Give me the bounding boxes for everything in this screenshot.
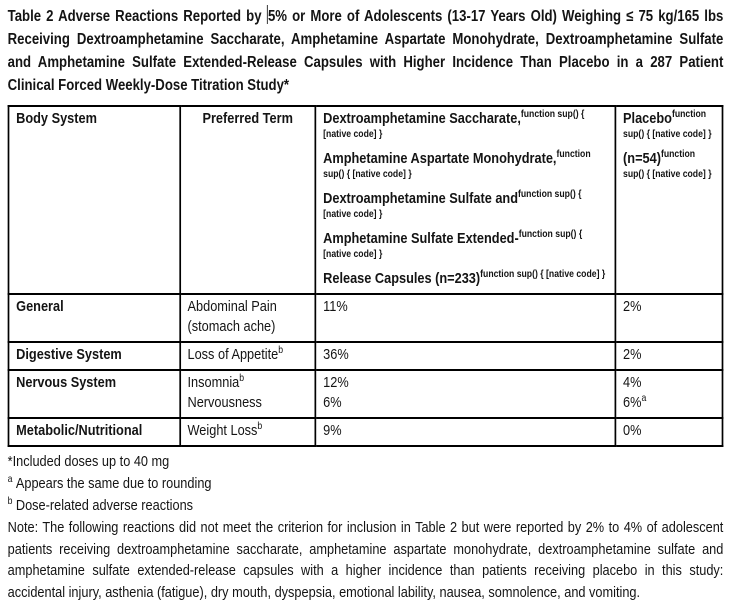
cell-preferred-term xyxy=(180,418,316,446)
footnote-reference: function sup() { [native code] } xyxy=(623,109,712,140)
footnote-reference: function sup() { [native code] } xyxy=(323,149,591,180)
note-paragraph: Note: The following reactions did not meet the criterion for inclusion in Table 2 but were reported by 2% to 4% of adolescent patients receiving dextroamphetamine saccharate, amphetamine aspartate monohydrate, dextroamphetamine sulfate and amphetamine sulfate extended-release capsules with a higher incidence than patients receiving placebo in this study: accidental injury, asthenia (fatigue), dry mouth, dyspepsia, emotional lability, nausea, somnolence, and vomiting. xyxy=(7,519,724,601)
placebo-value-line: 6%$^a$ xyxy=(623,393,647,411)
cell-body-system: General xyxy=(9,294,180,342)
cell-preferred-term xyxy=(180,370,316,418)
table-row xyxy=(9,294,723,342)
placebo-header-line: Placebo$^{function sup() \{ [native code] \}}$ xyxy=(623,109,712,140)
preferred-term-line: Weight Loss$^b$ xyxy=(187,421,263,439)
footnote-reference: function sup() { [native code] } xyxy=(323,109,585,140)
drug-value-line: 9% xyxy=(323,422,342,439)
cell-placebo-value xyxy=(615,418,722,446)
footnote-marker: a xyxy=(7,474,13,485)
drug-header-line: Amphetamine Sulfate Extended-$^{function sup() \{ [native code] \}}$ xyxy=(323,229,583,260)
footnote-text: Dose-related adverse reactions xyxy=(15,497,194,514)
drug-header-line: Release Capsules (n=233)$^{function sup() \{ [native code] \}}$ xyxy=(323,269,606,287)
cell-drug-value xyxy=(316,418,616,446)
col-header-drug-group xyxy=(316,106,616,294)
drug-value-line: 36% xyxy=(323,346,349,363)
footnote-text: Included doses up to 40 mg xyxy=(12,453,170,470)
preferred-term-line: Abdominal Pain xyxy=(187,298,277,315)
title-text-before-cursor: Table 2 Adverse Reactions Reported by xyxy=(7,8,267,25)
cell-placebo-value xyxy=(615,342,722,370)
cell-preferred-term xyxy=(180,294,316,342)
preferred-term-line: Nervousness xyxy=(187,394,262,411)
cell-placebo-value xyxy=(615,370,722,418)
footnote xyxy=(8,451,724,473)
adverse-reactions-table xyxy=(8,105,724,447)
footnote-reference: b xyxy=(239,373,245,384)
cell-preferred-term xyxy=(180,342,316,370)
cell-placebo-value xyxy=(615,294,722,342)
cell-drug-value xyxy=(316,342,616,370)
cell-body-system: Nervous System xyxy=(9,370,180,418)
col-header-body-system: Body System xyxy=(9,106,180,294)
drug-value-line: 12% xyxy=(323,374,349,391)
table-title xyxy=(8,5,724,97)
footnote-marker: * xyxy=(7,453,13,470)
preferred-term-line: Loss of Appetite$^b$ xyxy=(187,345,284,363)
placebo-value-line: 4% xyxy=(623,374,642,391)
footnote-marker: b xyxy=(7,496,13,507)
placebo-value-line: 2% xyxy=(623,298,642,315)
footnote-reference: b xyxy=(257,421,263,432)
cell-drug-value xyxy=(316,370,616,418)
table-row xyxy=(9,370,723,418)
drug-value-line: 11% xyxy=(323,298,348,315)
footnote-reference: function sup() { [native code] } xyxy=(323,229,583,260)
drug-header-line: Dextroamphetamine Saccharate,$^{function sup() \{ [native code] \}}$ xyxy=(323,109,585,140)
footnote-reference: function sup() { [native code] } xyxy=(323,189,582,220)
table-row xyxy=(9,418,723,446)
footnote-reference: a xyxy=(641,393,647,404)
header-row xyxy=(9,106,723,294)
footnote-reference: function sup() { [native code] } xyxy=(480,269,606,280)
footnote-reference: function sup() { [native code] } xyxy=(623,149,712,180)
title-text-after-cursor: 5% or More of Adolescents (13-17 Years Old) Weighing ≤ 75 kg/165 lbs Receiving Dextroamphetamine Saccharate, Amphetamine Aspartate Monohydrate, Dextroamphetamine Sulfate and Amphetamine Sulfate Extended-Release Capsules with Higher Incidence Than Placebo in a 287 Patient Clinical Forced Weekly-Dose Titration Study* xyxy=(7,8,724,94)
col-header-placebo xyxy=(615,106,722,294)
col-header-preferred-term: Preferred Term xyxy=(180,106,316,294)
footnote-text: Appears the same due to rounding xyxy=(15,475,212,492)
preferred-term-line: Insomnia$^b$ xyxy=(187,373,245,391)
drug-header-line: Dextroamphetamine Sulfate and$^{function sup() \{ [native code] \}}$ xyxy=(323,189,582,220)
drug-header-line: Amphetamine Aspartate Monohydrate,$^{function sup() \{ [native code] \}}$ xyxy=(323,149,591,180)
cell-body-system: Metabolic/Nutritional xyxy=(9,418,180,446)
footnote xyxy=(8,473,724,495)
placebo-value-line: 0% xyxy=(623,422,642,439)
placebo-value-line: 2% xyxy=(623,346,642,363)
cell-drug-value xyxy=(316,294,616,342)
placebo-header-line: (n=54)$^{function sup() \{ [native code] \}}$ xyxy=(623,149,712,180)
footnote xyxy=(8,495,724,517)
drug-value-line: 6% xyxy=(323,394,342,411)
footnotes-block xyxy=(8,451,724,517)
preferred-term-line: (stomach ache) xyxy=(187,318,276,335)
table-row xyxy=(9,342,723,370)
cell-body-system: Digestive System xyxy=(9,342,180,370)
footnote-reference: b xyxy=(278,345,284,356)
